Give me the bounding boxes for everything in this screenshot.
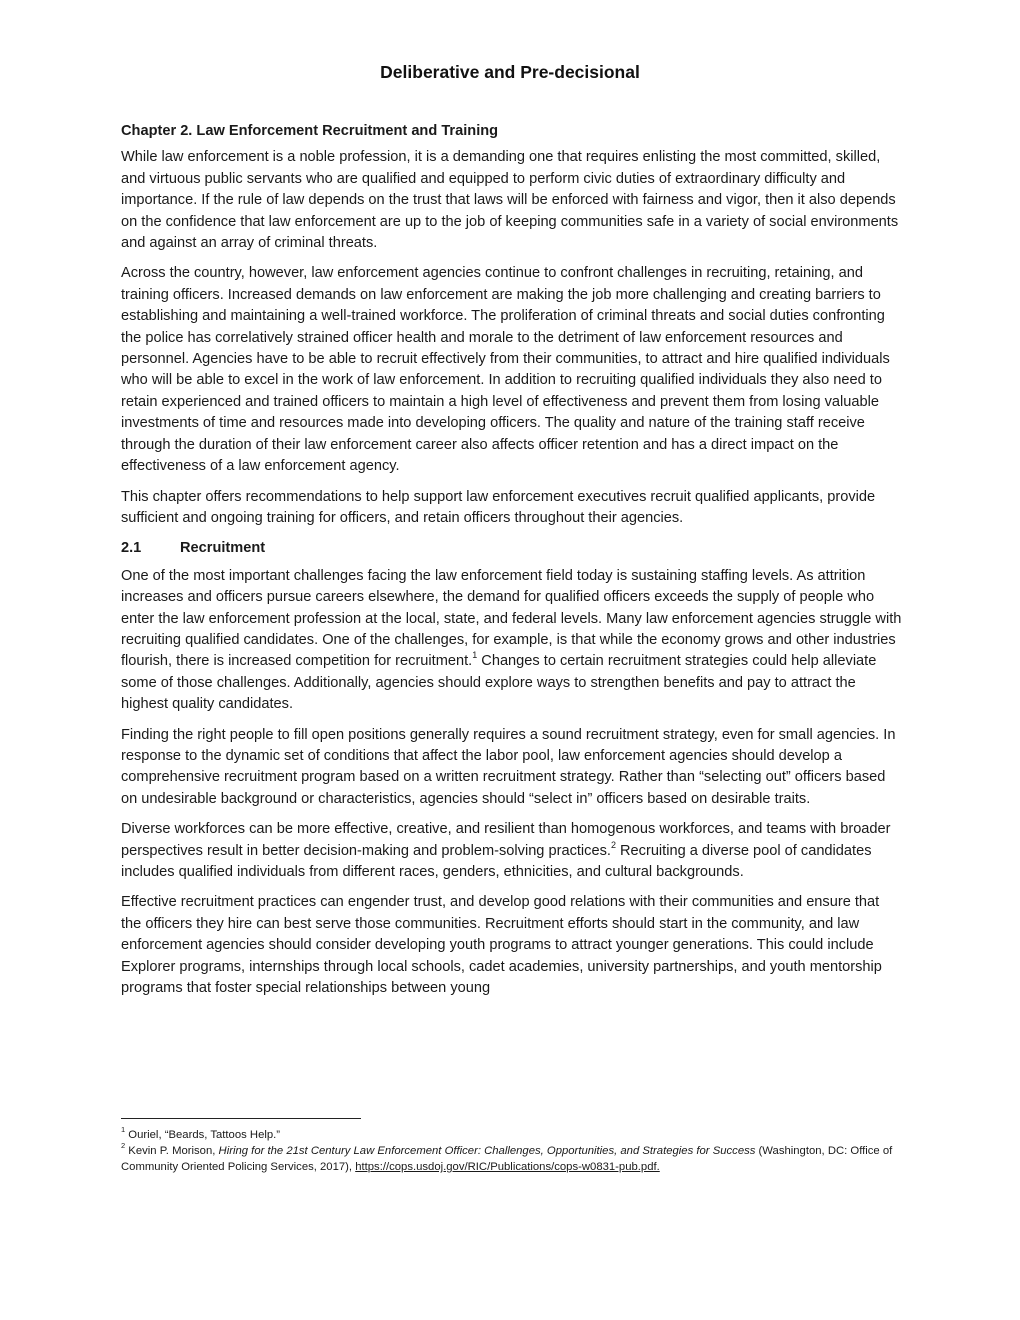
footnote-1-number: 1: [121, 1125, 126, 1135]
footnote-2: [121, 1143, 903, 1175]
paragraph-community: Effective recruitment practices can engender trust, and develop good relations with their communities and ensure that the officers they hire can best serve those communities. Recruitment efforts should start in the community, and law enforcement agencies should consider developing youth programs to attract younger generations. This could include Explorer programs, internships through local schools, cadet academies, university partnerships, and youth mentorship programs that foster special relationships between young: [121, 894, 882, 997]
footnote-1-text: Ouriel, “Beards, Tattoos Help.”: [125, 1129, 281, 1141]
footnote-ref-2[interactable]: 2: [610, 839, 616, 850]
page-header: Deliberative and Pre-decisional: [380, 62, 640, 82]
footnote-2-link[interactable]: https://cops.usdoj.gov/RIC/Publications/cops-w0831-pub.pdf.: [355, 1161, 660, 1173]
section-title: Recruitment: [180, 540, 266, 557]
paragraph-intro: While law enforcement is a noble profession, it is a demanding one that requires enlisting the most committed, skilled, and virtuous public servants who are qualified and equipped to perform civic duties of extraordinary difficulty and importance. If the rule of law depends on the trust that laws will be enforced with fairness and vigor, then it also depends on the confidence that law enforcement are up to the job of keeping communities safe in a variety of social environments and against an array of criminal threats.: [121, 149, 899, 252]
footnote-2-text-b: (Washington, DC: Office of Community Oriented Policing Services, 2017),: [121, 1145, 893, 1173]
paragraph-diversity: [121, 819, 903, 883]
section-heading: [121, 538, 903, 559]
chapter-title: Chapter 2. Law Enforcement Recruitment and Training: [121, 123, 499, 139]
paragraph-staffing-text-a: One of the most important challenges facing the law enforcement field today is sustaining staffing levels. As attrition increases and officers pursue careers elsewhere, the demand for qualified officers exceeds the supply of people who enter the law enforcement profession at the local, state, and federal levels. Many law enforcement agencies struggle with recruiting qualified candidates. One of the challenges, for example, is that while the economy grows and other industries flourish, there is increased competition for recruitment.: [121, 567, 902, 670]
paragraph-challenges: Across the country, however, law enforcement agencies continue to confront challenges in recruiting, retaining, and training officers. Increased demands on law enforcement are making the job more challenging and creating barriers to establishing and maintaining a well-trained workforce. The proliferation of criminal threats and social duties confronting the police has correlatively strained officer health and morale to the detriment of law enforcement resources and personnel. Agencies have to be able to recruit effectively from their communities, to attract and hire qualified individuals who will be able to excel in the work of law enforcement. In addition to recruiting qualified individuals they also need to retain experienced and trained officers to maintain a high level of effectiveness and prevent them from losing valuable investments of time and resources made into developing officers. The quality and nature of the training staff receive through the duration of their law enforcement career also affects officer retention and has a direct impact on the effectiveness of a law enforcement agency.: [121, 265, 890, 475]
paragraph-diversity-text-a: Diverse workforces can be more effective, creative, and resilient than homogenous workforces, and teams with broader perspectives result in better decision-making and problem-solving practices.: [121, 821, 891, 859]
section-number: 2.1: [121, 540, 142, 557]
footnote-2-number: 2: [121, 1141, 126, 1151]
paragraph-diversity-text-b: Recruiting a diverse pool of candidates includes qualified individuals from different races, genders, ethnicities, and cultural backgrounds.: [121, 842, 872, 880]
paragraph-staffing-text-b: Changes to certain recruitment strategies could help alleviate some of those challenges. Additionally, agencies should explore ways to strengthen benefits and pay to attract the highest quality candidates.: [121, 653, 877, 713]
footnote-2-text-a: Kevin P. Morison,: [125, 1145, 219, 1157]
footnote-separator: [121, 1118, 361, 1119]
paragraph-strategy: Finding the right people to fill open positions generally requires a sound recruitment strategy, even for small agencies. In response to the dynamic set of conditions that affect the labor pool, law enforcement agencies should develop a comprehensive recruitment program based on a written recruitment strategy. Rather than “selecting out” officers based on undesirable background or characteristics, agencies should “select in” officers based on desirable traits.: [121, 726, 896, 807]
footnote-ref-1[interactable]: 1: [472, 650, 478, 661]
footnotes: [121, 1118, 903, 1175]
footnote-1: [121, 1127, 903, 1143]
paragraph-chapter-overview: This chapter offers recommendations to help support law enforcement executives recruit qualified applicants, provide sufficient and ongoing training for officers, and retain officers throughout their agencies.: [121, 488, 876, 526]
paragraph-staffing: [121, 566, 903, 716]
document-body: [121, 121, 903, 1008]
footnote-2-title: Hiring for the 21st Century Law Enforcement Officer: Challenges, Opportunities, and Strategies for Success: [218, 1145, 756, 1157]
